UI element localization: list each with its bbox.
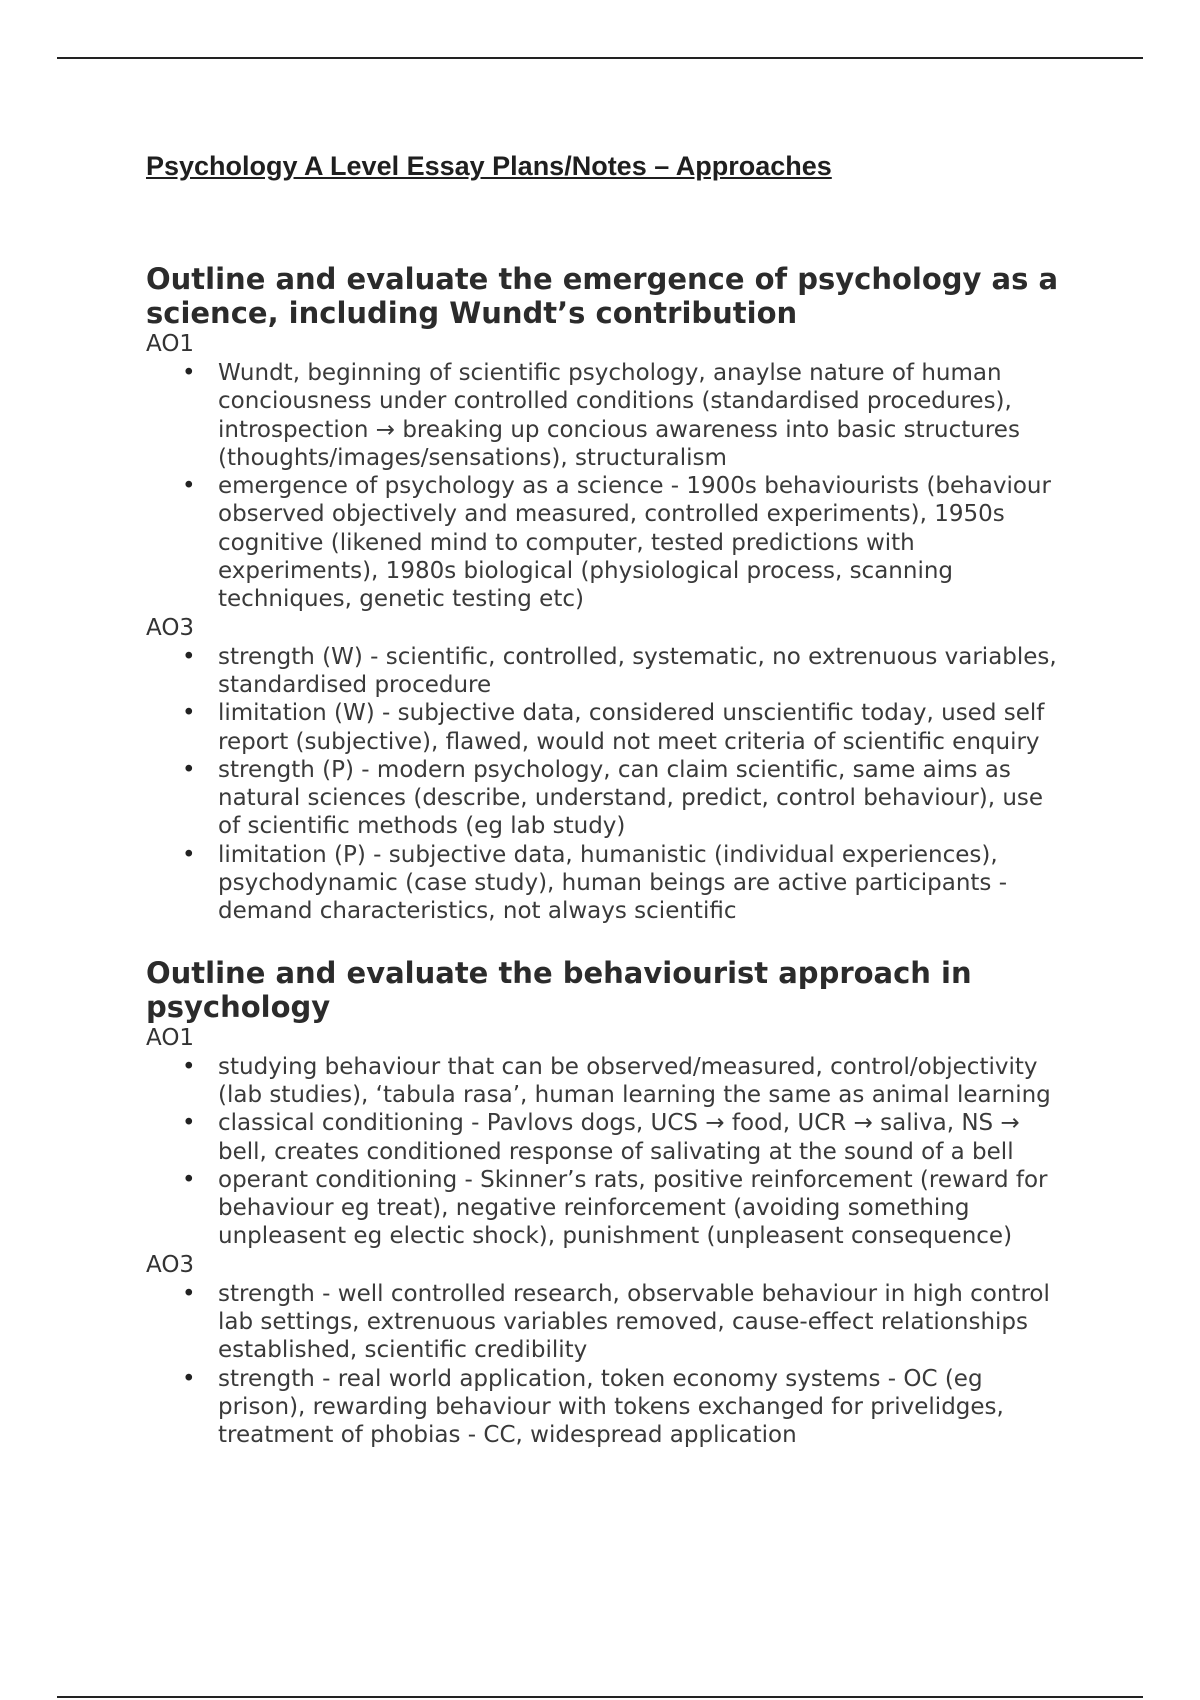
list-item-text: strength - real world application, token economy systems - OC (eg prison), rewarding behaviour with tokens exchanged for privelidges, treatment of phobias - CC, widespread application	[218, 1365, 1004, 1449]
list-item-text: limitation (W) - subjective data, considered unscientific today, used self report (subjective), flawed, would not meet criteria of scientific enquiry	[218, 700, 1045, 755]
list-item	[146, 1280, 1066, 1365]
bullet-icon: •	[182, 1365, 196, 1392]
bullet-icon: •	[182, 756, 196, 783]
ao3-points-list	[146, 1280, 1066, 1450]
bullet-icon: •	[182, 643, 196, 670]
list-item-text: emergence of psychology as a science - 1900s behaviourists (behaviour observed objectively and measured, controlled experiments), 1950s cognitive (likened mind to computer, tested predictions with experiments), 1980s biological (physiological process, scanning techniques, genetic testing etc)	[218, 473, 1051, 613]
bullet-icon: •	[182, 473, 196, 500]
list-item	[146, 359, 1066, 472]
bullet-icon: •	[182, 1053, 196, 1080]
ao1-label: AO1	[146, 1024, 195, 1051]
list-item	[146, 643, 1066, 700]
section-emergence-of-psychology	[146, 262, 1066, 926]
list-item-text: limitation (P) - subjective data, humanistic (individual experiences), psychodynamic (case study), human beings are active participants - demand characteristics, not always scientific	[218, 841, 1008, 925]
list-item-text: operant conditioning - Skinner’s rats, positive reinforcement (reward for behaviour eg treat), negative reinforcement (avoiding something unpleasent eg electic shock), punishment (unpleasent consequence)	[218, 1166, 1048, 1250]
bullet-icon: •	[182, 1166, 196, 1193]
list-item	[146, 1109, 1066, 1166]
section-behaviourist-approach	[146, 956, 1066, 1450]
list-item-text: classical conditioning - Pavlovs dogs, UCS → food, UCR → saliva, NS → bell, creates conditioned response of salivating at the sound of a bell	[218, 1110, 1020, 1165]
document-body	[146, 146, 1066, 1450]
list-item	[146, 1053, 1066, 1110]
list-item-text: studying behaviour that can be observed/measured, control/objectivity (lab studies), ‘tabula rasa’, human learning the same as animal learning	[218, 1053, 1051, 1108]
page-bottom-rule	[57, 1696, 1143, 1698]
list-item	[146, 699, 1066, 756]
ao1-points-list	[146, 1053, 1066, 1251]
list-item-text: strength - well controlled research, observable behaviour in high control lab settings, extrenuous variables removed, cause-effect relationships established, scientific credibility	[218, 1280, 1050, 1364]
list-item-text: Wundt, beginning of scientific psychology, anaylse nature of human conciousness under controlled conditions (standardised procedures), introspection → breaking up concious awareness into basic structures (thoughts/images/sensations), structuralism	[218, 360, 1020, 471]
section-heading: Outline and evaluate the behaviourist approach in psychology	[146, 955, 972, 1024]
bullet-icon: •	[182, 360, 196, 386]
bullet-icon: •	[182, 841, 196, 868]
list-item-text: strength (W) - scientific, controlled, systematic, no extrenuous variables, standardised procedure	[218, 643, 1057, 698]
bullet-icon: •	[182, 1110, 196, 1137]
bullet-icon: •	[182, 700, 196, 727]
document-title: Psychology A Level Essay Plans/Notes – Approaches	[146, 151, 832, 181]
ao1-label: AO1	[146, 331, 195, 357]
section-heading: Outline and evaluate the emergence of psychology as a science, including Wundt’s contribution	[146, 262, 1059, 330]
list-item	[146, 472, 1066, 613]
ao1-points-list	[146, 359, 1066, 614]
list-item	[146, 841, 1066, 926]
ao3-points-list	[146, 643, 1066, 926]
page-top-rule	[57, 57, 1143, 59]
list-item-text: strength (P) - modern psychology, can claim scientific, same aims as natural sciences (describe, understand, predict, control behaviour), use of scientific methods (eg lab study)	[218, 756, 1044, 840]
ao3-label: AO3	[146, 614, 195, 641]
list-item	[146, 1365, 1066, 1450]
list-item	[146, 1166, 1066, 1251]
list-item	[146, 756, 1066, 841]
bullet-icon: •	[182, 1280, 196, 1307]
ao3-label: AO3	[146, 1251, 195, 1278]
